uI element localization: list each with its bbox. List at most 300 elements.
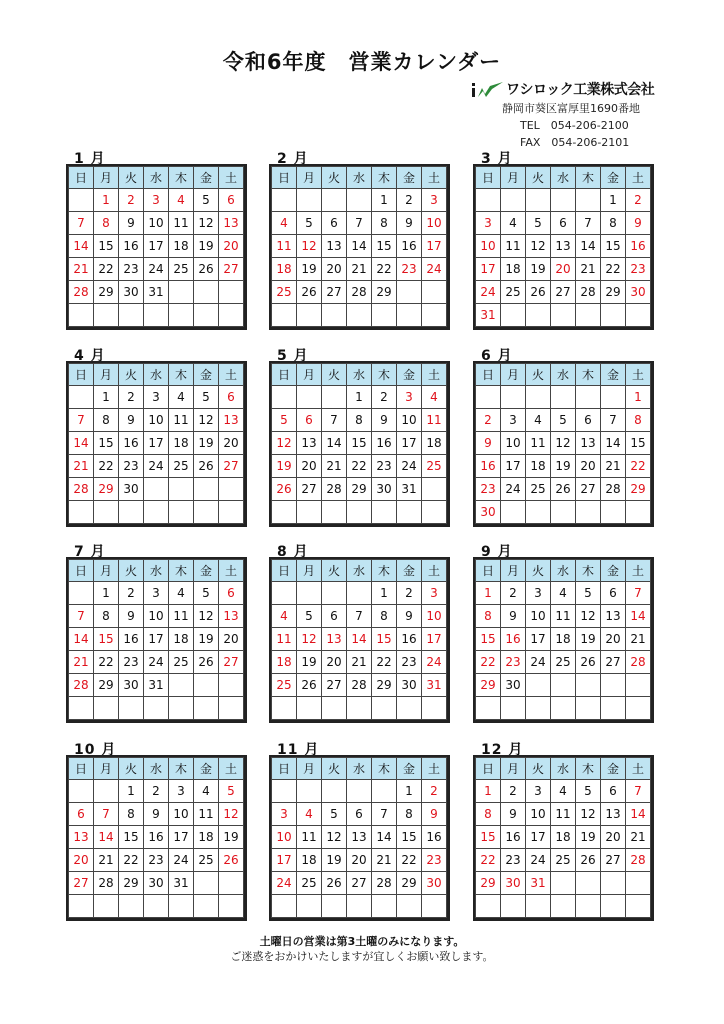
day-cell: 3 — [422, 582, 447, 605]
weekday-header-row — [272, 560, 447, 582]
day-cell — [322, 501, 347, 524]
day-cell: 28 — [576, 281, 601, 304]
day-cell: 31 — [397, 478, 422, 501]
day-cell: 4 — [551, 582, 576, 605]
day-cell — [219, 872, 244, 895]
day-cell: 7 — [576, 212, 601, 235]
week-row — [476, 895, 651, 918]
day-cell: 12 — [551, 432, 576, 455]
month-label: 6 月 — [481, 348, 513, 364]
day-cell — [626, 895, 651, 918]
day-cell: 15 — [626, 432, 651, 455]
day-cell — [601, 895, 626, 918]
day-cell: 10 — [422, 212, 447, 235]
weekday-header-cell: 月 — [94, 167, 119, 189]
month-table — [271, 363, 447, 524]
week-row — [476, 455, 651, 478]
day-cell: 15 — [94, 432, 119, 455]
day-cell: 20 — [297, 455, 322, 478]
day-cell — [169, 281, 194, 304]
weekday-header-cell: 土 — [626, 758, 651, 780]
day-cell: 2 — [476, 409, 501, 432]
weekday-header-row — [476, 758, 651, 780]
day-cell: 4 — [551, 780, 576, 803]
day-cell: 4 — [297, 803, 322, 826]
day-cell — [169, 304, 194, 327]
day-cell: 21 — [576, 258, 601, 281]
company-fax: FAX 054-206-2101 — [520, 136, 630, 149]
day-cell: 24 — [476, 281, 501, 304]
day-cell: 6 — [347, 803, 372, 826]
day-cell: 28 — [69, 478, 94, 501]
day-cell: 16 — [397, 628, 422, 651]
day-cell: 21 — [372, 849, 397, 872]
day-cell: 10 — [526, 803, 551, 826]
day-cell — [422, 281, 447, 304]
day-cell: 20 — [601, 628, 626, 651]
week-row — [272, 628, 447, 651]
day-cell: 1 — [397, 780, 422, 803]
week-row — [476, 628, 651, 651]
day-cell: 28 — [69, 281, 94, 304]
day-cell — [272, 780, 297, 803]
day-cell: 22 — [94, 455, 119, 478]
day-cell: 15 — [397, 826, 422, 849]
day-cell — [551, 697, 576, 720]
day-cell: 13 — [601, 803, 626, 826]
day-cell — [272, 582, 297, 605]
day-cell: 7 — [626, 780, 651, 803]
day-cell — [169, 697, 194, 720]
week-row — [272, 386, 447, 409]
week-row — [272, 501, 447, 524]
weekday-header-cell: 木 — [169, 364, 194, 386]
week-row — [476, 304, 651, 327]
weekday-header-cell: 金 — [194, 364, 219, 386]
day-cell: 20 — [347, 849, 372, 872]
day-cell: 13 — [219, 409, 244, 432]
day-cell: 18 — [272, 258, 297, 281]
day-cell: 14 — [601, 432, 626, 455]
week-row — [69, 895, 244, 918]
day-cell — [576, 304, 601, 327]
day-cell: 8 — [347, 409, 372, 432]
day-cell: 29 — [94, 478, 119, 501]
day-cell: 13 — [219, 605, 244, 628]
day-cell: 13 — [601, 605, 626, 628]
day-cell: 19 — [194, 432, 219, 455]
day-cell — [69, 780, 94, 803]
day-cell — [144, 304, 169, 327]
day-cell — [169, 895, 194, 918]
day-cell: 11 — [422, 409, 447, 432]
day-cell: 25 — [272, 674, 297, 697]
day-cell — [69, 582, 94, 605]
day-cell: 18 — [272, 651, 297, 674]
weekday-header-cell: 火 — [526, 560, 551, 582]
week-row — [69, 189, 244, 212]
day-cell: 24 — [422, 651, 447, 674]
weekday-header-row — [69, 364, 244, 386]
month-label: 1 月 — [74, 151, 106, 167]
day-cell: 29 — [397, 872, 422, 895]
day-cell: 25 — [551, 849, 576, 872]
day-cell: 9 — [501, 803, 526, 826]
weekday-header-row — [272, 364, 447, 386]
day-cell: 27 — [322, 281, 347, 304]
day-cell: 18 — [501, 258, 526, 281]
week-row — [476, 780, 651, 803]
month-table — [475, 757, 651, 918]
day-cell: 4 — [169, 189, 194, 212]
weekday-header-cell: 月 — [297, 560, 322, 582]
day-cell: 21 — [347, 651, 372, 674]
weekday-header-cell: 水 — [144, 364, 169, 386]
day-cell — [626, 501, 651, 524]
month-table — [68, 757, 244, 918]
day-cell — [397, 501, 422, 524]
day-cell: 29 — [476, 674, 501, 697]
day-cell: 8 — [601, 212, 626, 235]
footer-line-2: ご迷惑をおかけいたしますが宜しくお願い致します。 — [230, 950, 494, 963]
day-cell: 26 — [576, 651, 601, 674]
day-cell: 27 — [219, 258, 244, 281]
day-cell: 31 — [422, 674, 447, 697]
day-cell: 9 — [119, 605, 144, 628]
day-cell: 25 — [169, 651, 194, 674]
weekday-header-row — [69, 758, 244, 780]
day-cell: 22 — [476, 849, 501, 872]
week-row — [272, 409, 447, 432]
day-cell: 23 — [119, 651, 144, 674]
day-cell: 22 — [372, 651, 397, 674]
day-cell: 14 — [69, 628, 94, 651]
day-cell: 25 — [297, 872, 322, 895]
day-cell: 10 — [501, 432, 526, 455]
day-cell: 10 — [397, 409, 422, 432]
day-cell: 20 — [601, 826, 626, 849]
week-row — [476, 803, 651, 826]
day-cell: 29 — [372, 674, 397, 697]
day-cell: 18 — [194, 826, 219, 849]
day-cell: 4 — [422, 386, 447, 409]
day-cell — [347, 582, 372, 605]
day-cell: 18 — [169, 235, 194, 258]
day-cell: 29 — [347, 478, 372, 501]
month-table-frame — [66, 557, 247, 723]
day-cell — [551, 895, 576, 918]
weekday-header-cell: 日 — [476, 560, 501, 582]
weekday-header-cell: 水 — [551, 167, 576, 189]
day-cell: 15 — [119, 826, 144, 849]
day-cell: 9 — [397, 212, 422, 235]
week-row — [476, 281, 651, 304]
day-cell — [601, 697, 626, 720]
day-cell: 5 — [576, 780, 601, 803]
day-cell: 18 — [169, 432, 194, 455]
day-cell: 18 — [169, 628, 194, 651]
weekday-header-cell: 日 — [272, 560, 297, 582]
day-cell: 8 — [94, 212, 119, 235]
day-cell: 6 — [219, 189, 244, 212]
week-row — [476, 582, 651, 605]
day-cell: 22 — [94, 651, 119, 674]
weekday-header-cell: 水 — [347, 758, 372, 780]
day-cell — [219, 501, 244, 524]
day-cell: 4 — [272, 212, 297, 235]
day-cell: 7 — [69, 605, 94, 628]
weekday-header-cell: 木 — [372, 364, 397, 386]
day-cell — [94, 780, 119, 803]
week-row — [272, 849, 447, 872]
day-cell: 25 — [272, 281, 297, 304]
day-cell: 19 — [219, 826, 244, 849]
weekday-header-cell: 水 — [551, 758, 576, 780]
day-cell: 22 — [119, 849, 144, 872]
day-cell: 7 — [347, 605, 372, 628]
week-row — [476, 235, 651, 258]
day-cell: 15 — [601, 235, 626, 258]
day-cell: 23 — [501, 849, 526, 872]
day-cell: 22 — [372, 258, 397, 281]
day-cell: 18 — [422, 432, 447, 455]
day-cell: 11 — [272, 628, 297, 651]
weekday-header-cell: 月 — [501, 167, 526, 189]
day-cell: 26 — [576, 849, 601, 872]
day-cell — [601, 872, 626, 895]
day-cell: 28 — [601, 478, 626, 501]
day-cell: 10 — [422, 605, 447, 628]
day-cell — [144, 697, 169, 720]
day-cell: 3 — [501, 409, 526, 432]
day-cell: 26 — [551, 478, 576, 501]
weekday-header-cell: 月 — [501, 758, 526, 780]
day-cell: 23 — [144, 849, 169, 872]
day-cell: 30 — [372, 478, 397, 501]
weekday-header-cell: 水 — [144, 560, 169, 582]
day-cell: 12 — [219, 803, 244, 826]
day-cell: 27 — [347, 872, 372, 895]
day-cell — [272, 189, 297, 212]
week-row — [69, 432, 244, 455]
day-cell — [422, 304, 447, 327]
weekday-header-cell: 月 — [94, 758, 119, 780]
weekday-header-cell: 火 — [119, 364, 144, 386]
day-cell: 1 — [94, 582, 119, 605]
day-cell: 25 — [501, 281, 526, 304]
weekday-header-cell: 土 — [219, 364, 244, 386]
week-row — [69, 651, 244, 674]
day-cell: 8 — [372, 212, 397, 235]
day-cell: 8 — [476, 803, 501, 826]
day-cell: 11 — [272, 235, 297, 258]
week-row — [476, 409, 651, 432]
day-cell: 2 — [626, 189, 651, 212]
day-cell — [297, 304, 322, 327]
day-cell: 2 — [397, 582, 422, 605]
day-cell — [322, 582, 347, 605]
weekday-header-cell: 月 — [297, 167, 322, 189]
month-label: 9 月 — [481, 544, 513, 560]
day-cell — [576, 697, 601, 720]
day-cell: 19 — [297, 651, 322, 674]
weekday-header-cell: 日 — [69, 560, 94, 582]
weekday-header-row — [272, 758, 447, 780]
weekday-header-cell: 土 — [626, 364, 651, 386]
day-cell: 16 — [501, 826, 526, 849]
day-cell: 12 — [194, 212, 219, 235]
day-cell — [576, 895, 601, 918]
week-row — [69, 281, 244, 304]
day-cell: 2 — [501, 582, 526, 605]
day-cell: 31 — [169, 872, 194, 895]
weekday-header-cell: 木 — [576, 167, 601, 189]
week-row — [272, 258, 447, 281]
day-cell: 27 — [219, 455, 244, 478]
day-cell: 23 — [476, 478, 501, 501]
day-cell — [347, 697, 372, 720]
day-cell: 11 — [297, 826, 322, 849]
day-cell: 17 — [144, 628, 169, 651]
weekday-header-cell: 日 — [476, 758, 501, 780]
weekday-header-row — [476, 364, 651, 386]
weekday-header-cell: 火 — [322, 167, 347, 189]
day-cell: 24 — [526, 651, 551, 674]
day-cell: 8 — [94, 409, 119, 432]
day-cell: 2 — [119, 386, 144, 409]
day-cell: 13 — [551, 235, 576, 258]
day-cell: 21 — [626, 826, 651, 849]
day-cell: 3 — [144, 582, 169, 605]
day-cell: 13 — [322, 235, 347, 258]
day-cell — [397, 281, 422, 304]
day-cell — [551, 304, 576, 327]
day-cell: 8 — [119, 803, 144, 826]
day-cell: 2 — [372, 386, 397, 409]
day-cell: 5 — [272, 409, 297, 432]
weekday-header-row — [69, 167, 244, 189]
week-row — [69, 826, 244, 849]
day-cell: 1 — [601, 189, 626, 212]
day-cell: 24 — [144, 258, 169, 281]
week-row — [272, 582, 447, 605]
weekday-header-cell: 金 — [194, 560, 219, 582]
day-cell — [69, 189, 94, 212]
day-cell: 31 — [144, 281, 169, 304]
weekday-header-cell: 水 — [551, 560, 576, 582]
day-cell: 30 — [119, 674, 144, 697]
week-row — [272, 304, 447, 327]
day-cell: 25 — [169, 455, 194, 478]
day-cell — [219, 674, 244, 697]
week-row — [69, 258, 244, 281]
day-cell: 15 — [372, 628, 397, 651]
day-cell — [626, 872, 651, 895]
month-table — [271, 757, 447, 918]
day-cell — [194, 501, 219, 524]
month-table-frame — [473, 164, 654, 330]
company-info — [470, 80, 710, 150]
day-cell — [69, 304, 94, 327]
day-cell: 7 — [69, 409, 94, 432]
day-cell: 19 — [551, 455, 576, 478]
day-cell: 21 — [322, 455, 347, 478]
day-cell: 6 — [551, 212, 576, 235]
day-cell — [501, 189, 526, 212]
week-row — [272, 605, 447, 628]
day-cell — [347, 895, 372, 918]
week-row — [69, 409, 244, 432]
weekday-header-cell: 火 — [119, 758, 144, 780]
day-cell — [69, 697, 94, 720]
month-label: 2 月 — [277, 151, 309, 167]
day-cell — [272, 304, 297, 327]
weekday-header-cell: 木 — [169, 758, 194, 780]
day-cell: 5 — [526, 212, 551, 235]
day-cell: 27 — [297, 478, 322, 501]
day-cell: 17 — [144, 235, 169, 258]
week-row — [69, 849, 244, 872]
day-cell: 1 — [94, 386, 119, 409]
day-cell — [169, 674, 194, 697]
week-row — [476, 258, 651, 281]
weekday-header-cell: 金 — [397, 167, 422, 189]
day-cell: 23 — [422, 849, 447, 872]
day-cell: 12 — [272, 432, 297, 455]
day-cell: 9 — [422, 803, 447, 826]
day-cell — [322, 386, 347, 409]
day-cell: 5 — [551, 409, 576, 432]
day-cell — [94, 697, 119, 720]
week-row — [69, 872, 244, 895]
day-cell: 14 — [372, 826, 397, 849]
day-cell: 21 — [94, 849, 119, 872]
day-cell: 3 — [144, 386, 169, 409]
day-cell — [397, 697, 422, 720]
weekday-header-row — [476, 167, 651, 189]
day-cell: 20 — [551, 258, 576, 281]
company-logo-row — [470, 80, 710, 98]
weekday-header-cell: 日 — [69, 167, 94, 189]
day-cell — [272, 895, 297, 918]
day-cell — [501, 304, 526, 327]
day-cell: 5 — [297, 212, 322, 235]
day-cell: 30 — [397, 674, 422, 697]
day-cell: 24 — [501, 478, 526, 501]
weekday-header-cell: 月 — [501, 364, 526, 386]
day-cell — [219, 478, 244, 501]
day-cell — [601, 386, 626, 409]
day-cell: 26 — [297, 281, 322, 304]
week-row — [69, 501, 244, 524]
week-row — [476, 674, 651, 697]
day-cell: 26 — [322, 872, 347, 895]
day-cell: 29 — [119, 872, 144, 895]
month-table-frame — [66, 755, 247, 921]
day-cell: 24 — [397, 455, 422, 478]
day-cell: 2 — [119, 582, 144, 605]
day-cell: 1 — [626, 386, 651, 409]
week-row — [476, 386, 651, 409]
day-cell — [219, 304, 244, 327]
day-cell — [476, 386, 501, 409]
day-cell — [322, 189, 347, 212]
day-cell: 15 — [94, 628, 119, 651]
day-cell — [601, 674, 626, 697]
day-cell: 26 — [219, 849, 244, 872]
day-cell: 16 — [119, 235, 144, 258]
day-cell — [526, 386, 551, 409]
